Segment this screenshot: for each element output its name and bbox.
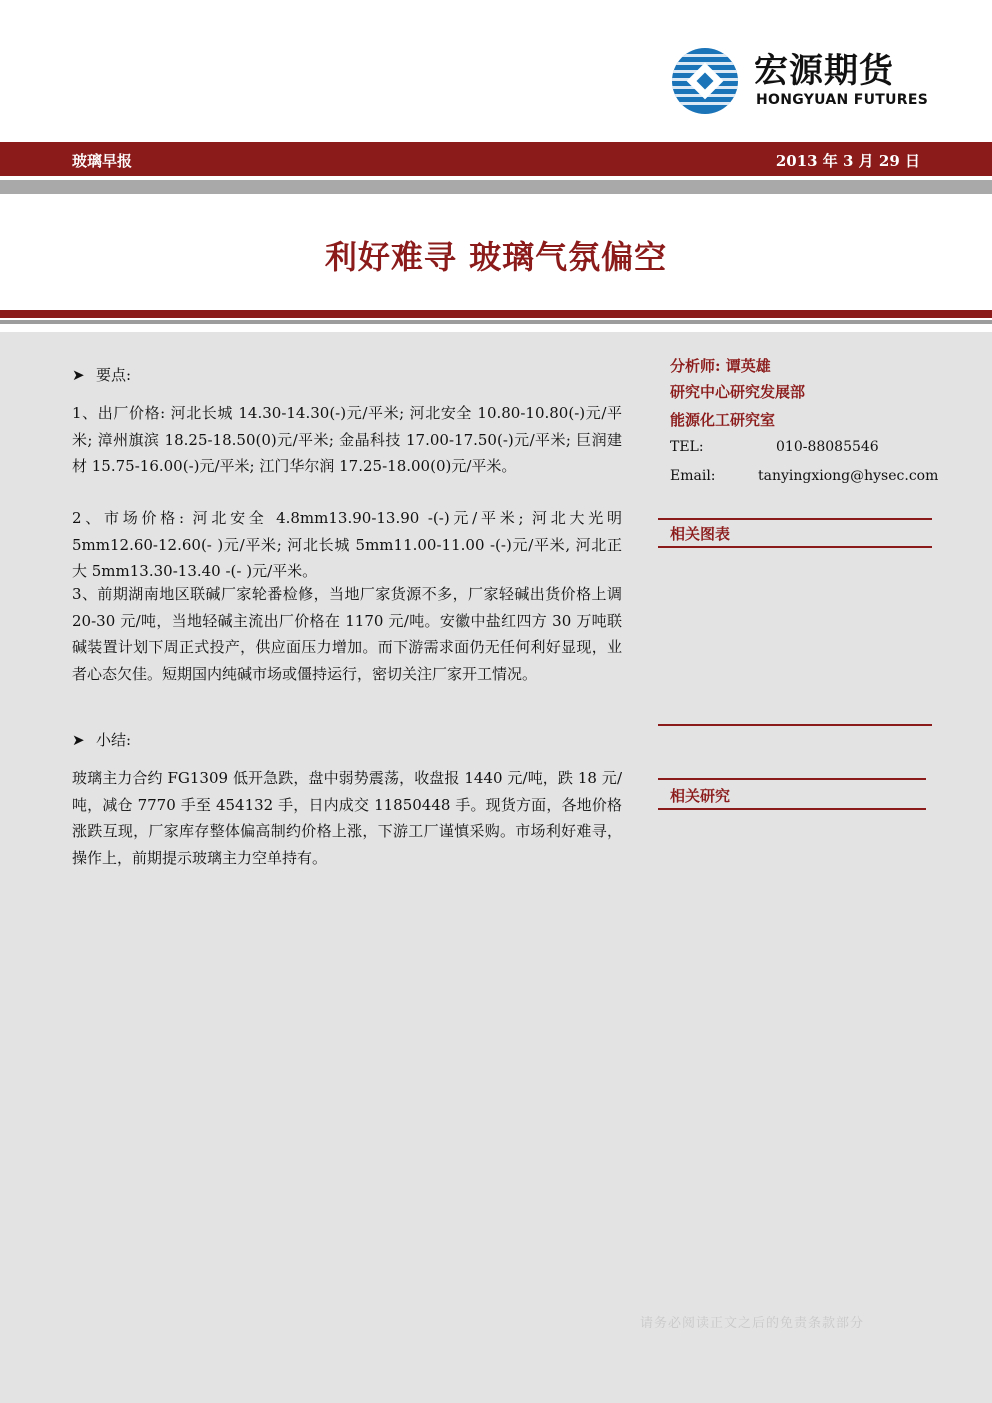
report-date: 2013 年 3 月 29 日 bbox=[775, 152, 920, 170]
related-research-top-rule bbox=[658, 778, 926, 780]
analyst-name: 分析师: 谭英雄 bbox=[670, 357, 771, 375]
tel-label: TEL: bbox=[670, 439, 704, 455]
email-label: Email: bbox=[670, 468, 716, 484]
key-point-3: 3、前期湖南地区联碱厂家轮番检修，当地厂家货源不多，厂家轻碱出货价格上调 20-30 元/吨，当地轻碱主流出厂价格在 1170 元/吨。安徽中盐红四方 30 万吨联碱装置计划下周正式投产，供应面压力增加。而下游需求面仍无任何利好显现，业者心态欠佳。短期国内纯碱市场或僵持运行，密切关注厂家开工情况。 bbox=[72, 585, 622, 683]
bullet-arrow-icon: ➤ bbox=[72, 731, 85, 749]
report-title: 利好难寻 玻璃气氛偏空 bbox=[324, 238, 668, 276]
analyst-department: 研究中心研究发展部 bbox=[670, 383, 806, 401]
related-charts-top-rule bbox=[658, 518, 932, 520]
logo-emblem-icon bbox=[672, 48, 738, 114]
header-bar bbox=[0, 142, 992, 176]
title-divider-red bbox=[0, 310, 992, 318]
key-points-heading: ➤ 要点: bbox=[72, 366, 132, 384]
report-type: 玻璃早报 bbox=[72, 152, 133, 170]
related-charts-heading: 相关图表 bbox=[670, 525, 731, 543]
title-divider-gray bbox=[0, 320, 992, 324]
bullet-arrow-icon: ➤ bbox=[72, 366, 85, 384]
related-research-heading: 相关研究 bbox=[670, 787, 731, 805]
key-point-1: 1、出厂价格: 河北长城 14.30-14.30(-)元/平米; 河北安全 10.80-10.80(-)元/平米; 漳州旗滨 18.25-18.50(0)元/平米; 金晶科技 17.00-17.50(-)元/平米; 巨润建材 15.75-16.00(-)元/平米; 江门华尔润 17.25-18.00(0)元/平米。 bbox=[72, 404, 622, 475]
company-logo bbox=[672, 48, 932, 118]
disclaimer-note: 请务必阅读正文之后的免责条款部分 bbox=[640, 1316, 865, 1331]
logo-name-en: HONGYUAN FUTURES bbox=[756, 92, 929, 108]
header-divider bbox=[0, 180, 992, 194]
email-address[interactable]: tanyingxiong@hysec.com bbox=[758, 468, 939, 484]
related-charts-bottom-rule bbox=[658, 546, 932, 548]
summary-heading: ➤ 小结: bbox=[72, 731, 132, 749]
related-charts-end-rule bbox=[658, 724, 932, 726]
related-research-bottom-rule bbox=[658, 808, 926, 810]
analyst-lab: 能源化工研究室 bbox=[670, 411, 776, 429]
tel-number: 010-88085546 bbox=[776, 439, 879, 455]
logo-name-cn: 宏源期货 bbox=[754, 51, 894, 91]
key-point-2: 2、市场价格: 河北安全 4.8mm13.90-13.90 -(-)元/平米; 河北大光明 5mm12.60-12.60(- )元/平米; 河北长城 5mm11.00-11.00 -(-)元/平米, 河北正大 5mm13.30-13.40 -(- )元/平米。 bbox=[72, 509, 622, 580]
summary-text: 玻璃主力合约 FG1309 低开急跌，盘中弱势震荡，收盘报 1440 元/吨，跌 18 元/吨，减仓 7770 手至 454132 手，日内成交 11850448 手。现货方面，各地价格涨跌互现，厂家库存整体偏高制约价格上涨，下游工厂谨慎采购。市场利好难寻，操作上，前期提示玻璃主力空单持有。 bbox=[72, 769, 622, 867]
